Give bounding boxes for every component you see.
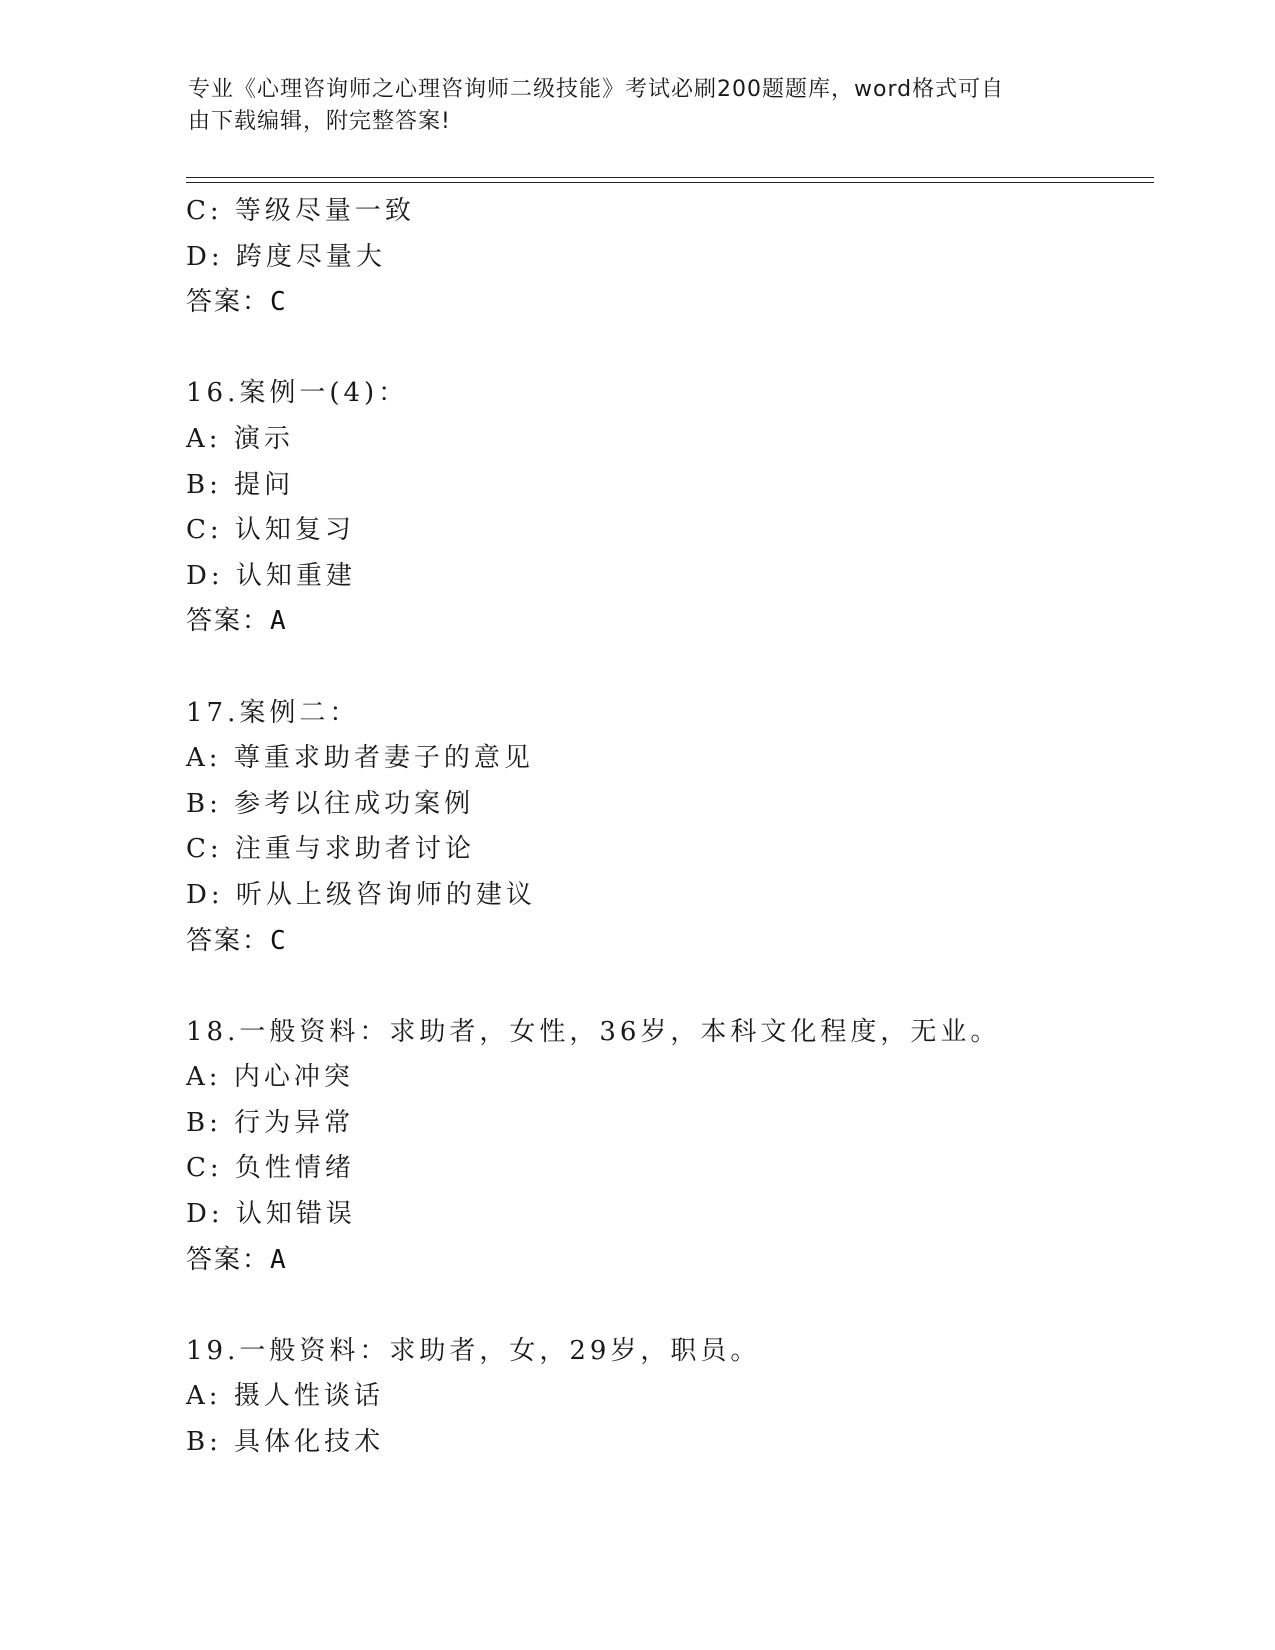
option-label: A: xyxy=(186,743,222,774)
option-a xyxy=(186,417,1146,463)
option-text: 摄人性谈话 xyxy=(233,1381,384,1412)
answer-line xyxy=(186,599,1146,645)
option-c xyxy=(186,827,1146,873)
option-label: C: xyxy=(186,196,223,226)
answer-value: A xyxy=(270,606,286,637)
option-label: B: xyxy=(186,1107,222,1138)
option-d xyxy=(186,1192,1146,1238)
question-list xyxy=(186,189,1146,1466)
document-header xyxy=(188,74,1088,138)
answer-line xyxy=(186,280,1146,326)
option-text: 认知复习 xyxy=(234,515,355,546)
option-text: 内心冲突 xyxy=(233,1062,354,1093)
option-text: 听从上级咨询师的建议 xyxy=(235,879,536,910)
option-b xyxy=(186,782,1146,828)
spacer xyxy=(186,964,1146,1010)
answer-line xyxy=(186,1238,1146,1284)
answer-label: 答案： xyxy=(186,287,271,318)
option-text: 认知重建 xyxy=(235,560,356,591)
option-a xyxy=(186,1374,1146,1420)
header-divider-bottom xyxy=(186,182,1154,183)
question-stem: 18.一般资料：求助者，女性，36岁，本科文化程度，无业。 xyxy=(186,1016,1001,1047)
option-label: C: xyxy=(186,1153,223,1184)
option-text: 尊重求助者妻子的意见 xyxy=(233,743,534,774)
spacer xyxy=(186,1283,1146,1329)
option-c xyxy=(186,189,1146,235)
question-stem: 19.一般资料：求助者，女，29岁，职员。 xyxy=(186,1335,761,1366)
spacer xyxy=(186,326,1146,372)
spacer xyxy=(186,645,1146,691)
option-text: 等级尽量一致 xyxy=(234,196,415,226)
option-label: D: xyxy=(186,1199,224,1230)
option-b xyxy=(186,1101,1146,1147)
option-text: 负性情绪 xyxy=(234,1153,355,1184)
option-label: A: xyxy=(186,1381,222,1412)
option-label: C: xyxy=(186,515,223,546)
option-c xyxy=(186,1146,1146,1192)
option-text: 注重与求助者讨论 xyxy=(234,834,475,865)
option-label: A: xyxy=(186,423,222,454)
option-text: 行为异常 xyxy=(234,1107,355,1138)
header-line-1: 专业《心理咨询师之心理咨询师二级技能》考试必刷200题题库，word格式可自 xyxy=(188,77,1005,102)
option-d xyxy=(186,873,1146,919)
option-text: 认知错误 xyxy=(235,1199,356,1230)
option-label: B: xyxy=(186,469,222,500)
option-d xyxy=(186,554,1146,600)
answer-label: 答案： xyxy=(186,925,271,956)
option-d xyxy=(186,235,1146,281)
option-a xyxy=(186,736,1146,782)
option-b xyxy=(186,463,1146,509)
option-label: C: xyxy=(186,834,223,865)
answer-label: 答案： xyxy=(186,606,271,637)
option-b xyxy=(186,1420,1146,1466)
question-stem: 16.案例一(4)： xyxy=(186,378,409,409)
option-label: A: xyxy=(186,1062,222,1093)
option-a xyxy=(186,1055,1146,1101)
answer-label: 答案： xyxy=(186,1244,271,1275)
option-label: D: xyxy=(186,879,224,910)
option-text: 具体化技术 xyxy=(234,1427,385,1458)
option-label: D: xyxy=(186,241,224,272)
answer-value: C xyxy=(270,287,286,318)
option-text: 演示 xyxy=(233,423,294,454)
question-stem: 17.案例二： xyxy=(186,697,360,728)
header-divider-top xyxy=(186,177,1154,178)
answer-value: C xyxy=(270,925,286,956)
option-label: B: xyxy=(186,788,222,819)
option-text: 跨度尽量大 xyxy=(235,241,386,272)
option-c xyxy=(186,508,1146,554)
answer-value: A xyxy=(270,1244,286,1275)
option-text: 参考以往成功案例 xyxy=(234,788,475,819)
answer-line xyxy=(186,919,1146,965)
option-label: D: xyxy=(186,560,224,591)
option-label: B: xyxy=(186,1427,222,1458)
option-text: 提问 xyxy=(234,469,295,500)
header-line-2: 由下载编辑，附完整答案! xyxy=(188,109,451,134)
